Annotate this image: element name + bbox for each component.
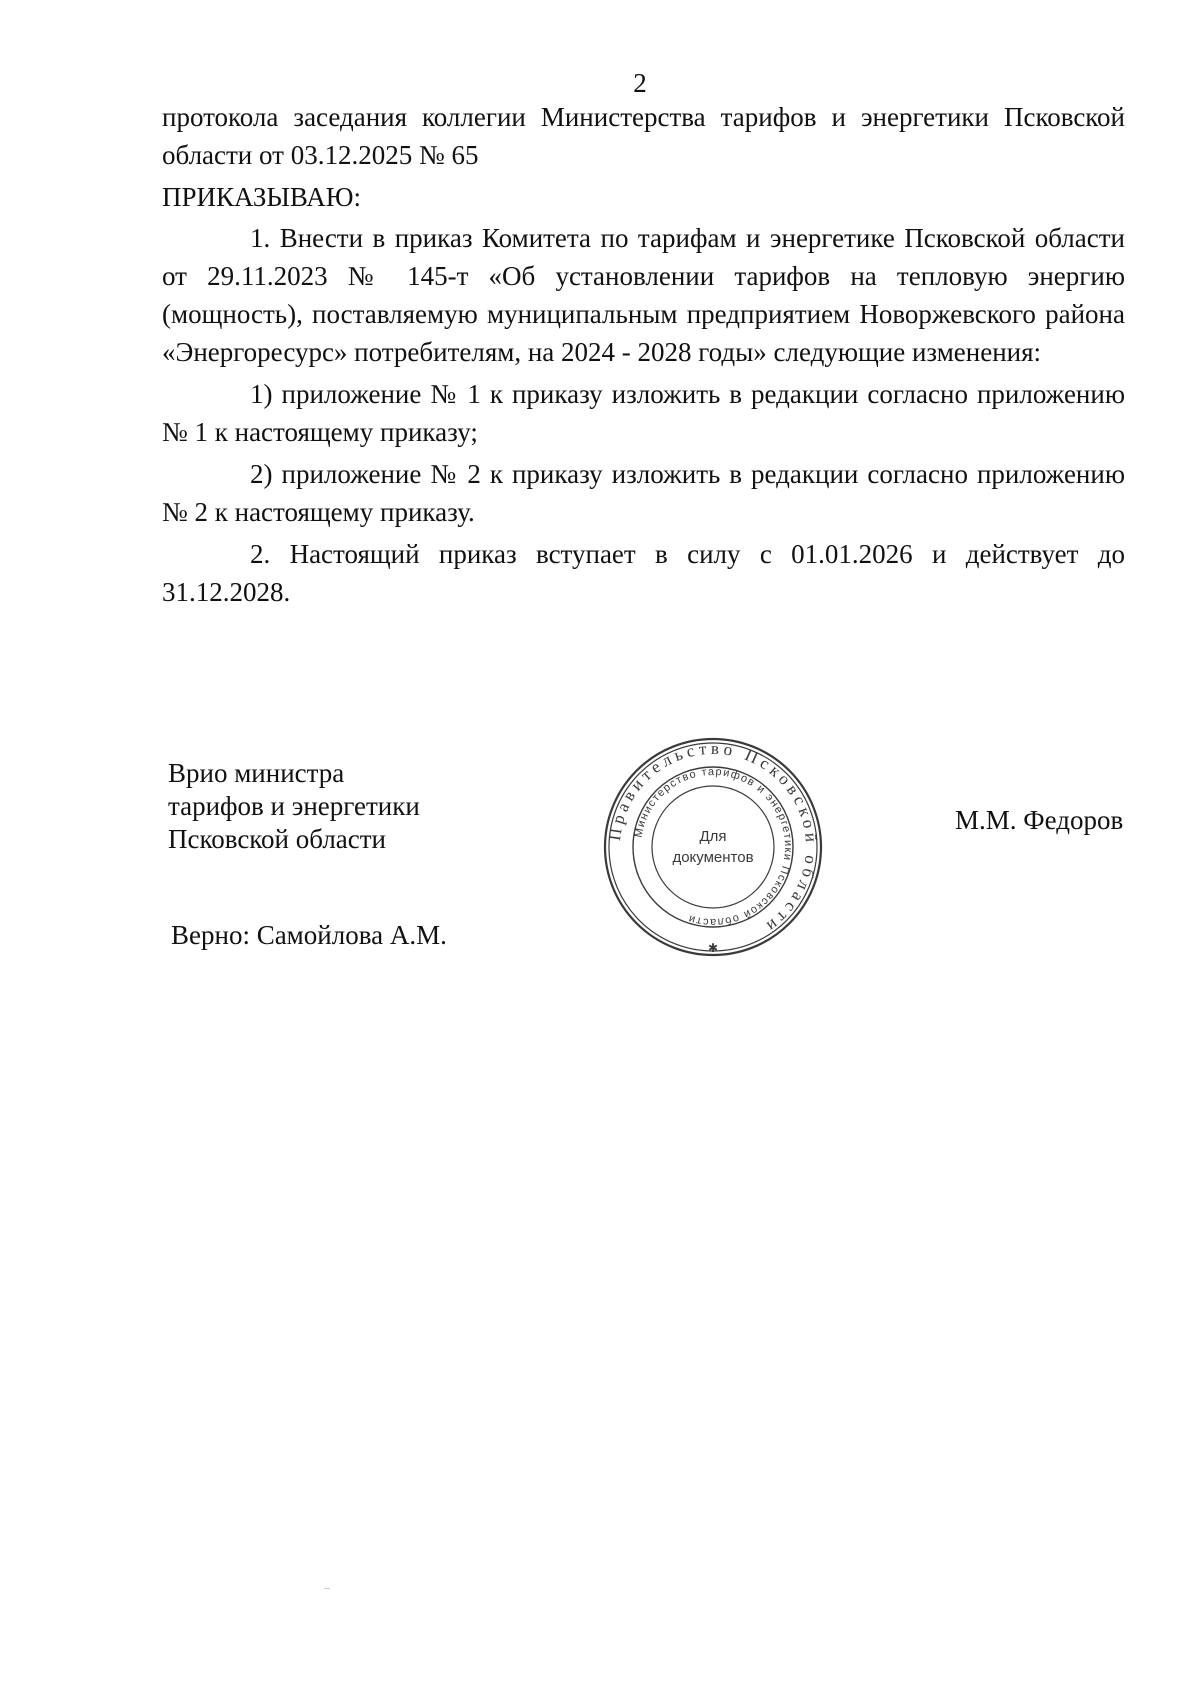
document-body [162,98,1125,611]
position-line-1: Врио министра [168,758,345,788]
scan-artifact [324,1588,330,1589]
order-item-1: 1. Внести в приказ Комитета по тарифам и энергетике Псковской области от 29.11.2023 № 145-т «Об установлении тарифов на тепловую энергию (мощность), поставляемую муниципальным предприятием Новоржевского района «Энергоресурс» потребителям, на 2024 - 2028 годы» следующие изменения: [162,223,1125,367]
order-heading: ПРИКАЗЫВАЮ: [162,182,361,212]
official-seal [598,735,828,960]
seal-star-icon: ✱ [707,941,719,955]
intro-line-1: протокола заседания коллегии Министерства тарифов и энергетики Псковской [162,102,1125,132]
seal-center-line-1: Для [699,828,727,845]
order-item-2: 2. Настоящий приказ вступает в силу с 01.01.2026 и действует до 31.12.2028. [162,539,1125,607]
signatory-position [168,757,420,856]
seal-outer-text: Правительство Псковской области [604,738,822,939]
order-subitem-1: 1) приложение № 1 к приказу изложить в редакции согласно приложению № 1 к настоящему приказу; [162,379,1125,447]
signatory-name: М.М. Федоров [955,805,1124,835]
seal-stamp-graphic [598,735,828,960]
certified-copy-note: Верно: Самойлова А.М. [171,920,447,950]
seal-inner-text: Министерство тарифов и энергетики Псковской области [632,765,795,929]
page-number: 2 [633,68,647,98]
position-line-2: тарифов и энергетики [168,791,420,821]
order-subitem-2: 2) приложение № 2 к приказу изложить в редакции согласно приложению № 2 к настоящему приказу. [162,459,1125,527]
intro-line-2: области от 03.12.2025 № 65 [162,140,479,170]
seal-center-line-2: документов [672,849,754,866]
position-line-3: Псковской области [168,824,387,854]
